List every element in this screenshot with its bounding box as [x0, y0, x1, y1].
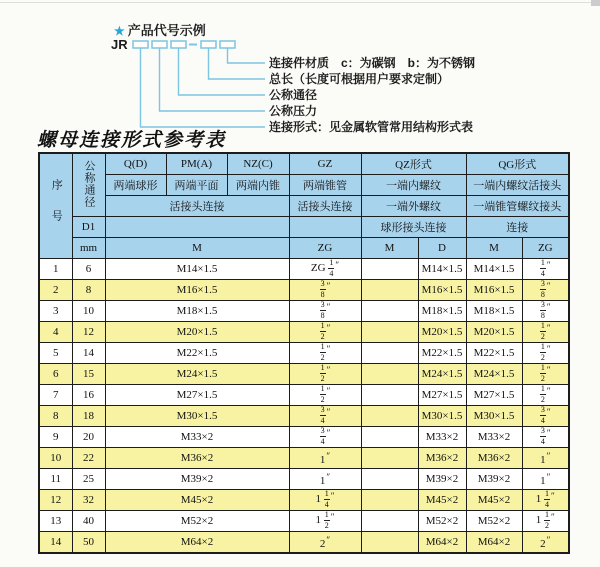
header-qz-desc1: 一端内螺纹 [361, 175, 466, 196]
fraction: $\frac{1}{2}$ [545, 510, 550, 530]
header-qg: QG形式 [466, 153, 569, 175]
cell-dn: 18 [72, 406, 105, 427]
header-qz-m: M [361, 238, 418, 259]
cell-qg-zg [522, 406, 569, 427]
cell-gz-thread [289, 343, 361, 364]
cell-seq: 2 [39, 280, 72, 301]
inch-mark: ″ [326, 343, 331, 354]
header-qz-d: D [418, 238, 466, 259]
fraction: $\frac{3}{4}$ [320, 405, 325, 425]
fraction: $\frac{1}{4}$ [329, 258, 334, 278]
cell-qg-zg [522, 343, 569, 364]
cell-seq: 3 [39, 301, 72, 322]
cell-m-thread: M16×1.5 [105, 280, 289, 301]
fraction: $\frac{3}{4}$ [540, 405, 545, 425]
fraction: $\frac{1}{2}$ [324, 510, 329, 530]
fraction: $\frac{3}{8}$ [540, 300, 545, 320]
cell-gz-thread [289, 301, 361, 322]
header-gz: GZ [289, 153, 361, 175]
cell-qz-d: M20×1.5 [418, 322, 466, 343]
cell-qg-m: M39×2 [466, 469, 522, 490]
cell-seq: 5 [39, 343, 72, 364]
cell-qg-m: M24×1.5 [466, 364, 522, 385]
cell-dn: 50 [72, 532, 105, 554]
cell-seq: 9 [39, 427, 72, 448]
cell-qg-m: M64×2 [466, 532, 522, 554]
cell-m-thread: M30×1.5 [105, 406, 289, 427]
inch-mark: ″ [546, 534, 551, 545]
inch-mark: ″ [546, 301, 551, 312]
code-label-diameter: 公称通径 [269, 88, 318, 102]
cell-gz-thread: 1″ [289, 469, 361, 490]
cell-qz-d: M45×2 [418, 490, 466, 511]
cell-m-thread: M18×1.5 [105, 301, 289, 322]
code-label-length: 总长（长度可根据用户要求定制） [269, 72, 450, 86]
header-blank-gz [289, 217, 361, 238]
cell-qg-m: M22×1.5 [466, 343, 522, 364]
code-label-form: 连接形式：见金属软管常用结构形式表 [269, 120, 474, 134]
header-q: Q(D) [105, 153, 166, 175]
cell-gz-thread [289, 322, 361, 343]
header-union-conn: 活接头连接 [105, 196, 289, 217]
cell-qg-m: M14×1.5 [466, 259, 522, 280]
code-box-2 [152, 41, 167, 48]
cell-dn: 32 [72, 490, 105, 511]
header-qg-m: M [466, 238, 522, 259]
header-d1: D1 [72, 217, 105, 238]
inch-mark: ″ [551, 490, 555, 501]
table-row [39, 301, 569, 322]
cell-qz-d: M36×2 [418, 448, 466, 469]
cell-qg-zg [522, 364, 569, 385]
code-box-1 [133, 41, 148, 48]
code-box-4 [201, 41, 216, 48]
cell-gz-thread: 2″ [289, 532, 361, 554]
connector-line-material [228, 48, 266, 63]
inch-mark: ″ [330, 490, 335, 501]
header-row-2 [39, 175, 569, 196]
cell-qg-m: M52×2 [466, 511, 522, 532]
table-row [39, 364, 569, 385]
cell-gz-thread [289, 364, 361, 385]
header-dn [72, 153, 105, 217]
fraction: $\frac{1}{2}$ [540, 363, 545, 383]
diagram-title-text: 产品代号示例 [127, 23, 206, 38]
cell-qz-m [361, 322, 418, 343]
cell-qz-m [361, 343, 418, 364]
cell-qz-m [361, 280, 418, 301]
inch-mark: ″ [546, 343, 551, 354]
cell-dn: 40 [72, 511, 105, 532]
fraction: $\frac{3}{4}$ [320, 426, 325, 446]
cell-qz-d: M39×2 [418, 469, 466, 490]
cell-dn: 20 [72, 427, 105, 448]
cell-qz-d: M16×1.5 [418, 280, 466, 301]
cell-qz-m [361, 427, 418, 448]
inch-mark: ″ [546, 322, 551, 333]
cell-qz-m [361, 469, 418, 490]
cell-seq: 13 [39, 511, 72, 532]
cell-qg-m: M16×1.5 [466, 280, 522, 301]
table-title: 螺母连接形式参考表 [37, 129, 227, 151]
table-row [39, 280, 569, 301]
cell-qg-zg: 1 $\frac{1}{2}$ ″ [522, 511, 569, 532]
cell-dn: 6 [72, 259, 105, 280]
cell-qg-zg [522, 301, 569, 322]
inch-mark: ″ [546, 280, 551, 291]
table-row [39, 385, 569, 406]
fraction: $\frac{1}{2}$ [540, 321, 545, 341]
header-q-desc: 两端球形 [105, 175, 166, 196]
cell-m-thread: M39×2 [105, 469, 289, 490]
cell-m-thread: M33×2 [105, 427, 289, 448]
cell-qz-m [361, 448, 418, 469]
cell-dn: 8 [72, 280, 105, 301]
header-qg-zg: ZG [522, 238, 569, 259]
cell-seq: 6 [39, 364, 72, 385]
cell-qz-d: M30×1.5 [418, 406, 466, 427]
fraction: $\frac{3}{8}$ [320, 279, 325, 299]
cell-seq: 11 [39, 469, 72, 490]
header-seq [39, 153, 72, 259]
code-box-5 [220, 41, 235, 48]
cell-qz-d: M18×1.5 [418, 301, 466, 322]
cell-qz-d: M64×2 [418, 532, 466, 554]
code-label-pressure: 公称压力 [269, 104, 318, 118]
cell-qg-zg [522, 322, 569, 343]
fraction: $\frac{1}{2}$ [320, 384, 325, 404]
inch-mark: ″ [326, 471, 331, 482]
inch-mark: ″ [546, 385, 551, 396]
cell-qz-d: M14×1.5 [418, 259, 466, 280]
inch-mark: ″ [330, 511, 335, 522]
cell-gz-thread [289, 406, 361, 427]
inch-mark: ″ [335, 259, 340, 270]
cell-dn: 16 [72, 385, 105, 406]
cell-qg-m: M18×1.5 [466, 301, 522, 322]
cell-qg-m: M27×1.5 [466, 385, 522, 406]
cell-qg-m: M20×1.5 [466, 322, 522, 343]
cell-m-thread: M45×2 [105, 490, 289, 511]
product-code-prefix: JR [111, 37, 128, 52]
cell-seq: 8 [39, 406, 72, 427]
cell-gz-thread: 1 $\frac{1}{4}$ ″ [289, 490, 361, 511]
inch-mark: ″ [326, 301, 331, 312]
cell-m-thread: M27×1.5 [105, 385, 289, 406]
header-row-4 [39, 217, 569, 238]
cell-dn: 12 [72, 322, 105, 343]
header-qz-conn: 球形接头连接 [361, 217, 466, 238]
header-mm: mm [72, 238, 105, 259]
header-nz: NZ(C) [227, 153, 289, 175]
table-row [39, 427, 569, 448]
cell-seq: 14 [39, 532, 72, 554]
fraction: $\frac{1}{4}$ [540, 258, 545, 278]
cell-qz-m [361, 511, 418, 532]
star-icon: ★ [114, 24, 125, 38]
cell-dn: 14 [72, 343, 105, 364]
header-zg: ZG [289, 238, 361, 259]
table-row [39, 490, 569, 511]
cell-qz-m [361, 532, 418, 554]
table-row [39, 448, 569, 469]
cell-m-thread: M52×2 [105, 511, 289, 532]
cell-m-thread: M14×1.5 [105, 259, 289, 280]
header-seq-label: 序号 [50, 178, 63, 241]
cell-qg-zg: 1″ [522, 469, 569, 490]
cell-gz-thread [289, 427, 361, 448]
table-header [39, 153, 569, 259]
table-row [39, 532, 569, 554]
cell-qz-d: M27×1.5 [418, 385, 466, 406]
fraction: $\frac{1}{2}$ [540, 384, 545, 404]
cell-qz-d: M24×1.5 [418, 364, 466, 385]
cell-qz-d: M52×2 [418, 511, 466, 532]
code-box-3 [171, 41, 186, 48]
cell-qz-m [361, 406, 418, 427]
cell-dn: 15 [72, 364, 105, 385]
nut-connection-reference-table [38, 152, 570, 554]
header-qz-desc2: 一端外螺纹 [361, 196, 466, 217]
cell-seq: 4 [39, 322, 72, 343]
cell-m-thread: M22×1.5 [105, 343, 289, 364]
inch-mark: ″ [546, 406, 551, 417]
inch-mark: ″ [546, 450, 551, 461]
cell-qz-m [361, 385, 418, 406]
cell-seq: 10 [39, 448, 72, 469]
cell-qz-d: M33×2 [418, 427, 466, 448]
table-body [39, 259, 569, 554]
cell-qg-zg [522, 427, 569, 448]
header-gz-desc: 两端锥管 [289, 175, 361, 196]
inch-mark: ″ [326, 427, 331, 438]
fraction: $\frac{1}{4}$ [324, 489, 329, 509]
inch-mark: ″ [546, 427, 551, 438]
table-row [39, 511, 569, 532]
cell-dn: 10 [72, 301, 105, 322]
inch-mark: ″ [326, 280, 331, 291]
header-blank-m [105, 217, 289, 238]
cell-qz-m [361, 364, 418, 385]
cell-seq: 12 [39, 490, 72, 511]
cell-gz-thread [289, 280, 361, 301]
cell-qg-zg: 1″ [522, 448, 569, 469]
cell-qg-m: M36×2 [466, 448, 522, 469]
inch-mark: ″ [326, 364, 331, 375]
cell-seq: 7 [39, 385, 72, 406]
cell-m-thread: M36×2 [105, 448, 289, 469]
table-row [39, 322, 569, 343]
header-row-5 [39, 238, 569, 259]
header-pm: PM(A) [166, 153, 227, 175]
cell-qg-zg: 2″ [522, 532, 569, 554]
inch-mark: ″ [326, 322, 331, 333]
cell-dn: 22 [72, 448, 105, 469]
cell-m-thread: M24×1.5 [105, 364, 289, 385]
cell-gz-thread: 1″ [289, 448, 361, 469]
fraction: $\frac{3}{4}$ [540, 426, 545, 446]
cell-qg-m: M30×1.5 [466, 406, 522, 427]
cell-qz-d: M22×1.5 [418, 343, 466, 364]
header-pm-desc: 两端平面 [166, 175, 227, 196]
header-row-1 [39, 153, 569, 175]
cell-gz-thread: ZG $\frac{1}{4}$ ″ [289, 259, 361, 280]
cell-gz-thread [289, 385, 361, 406]
code-label-material: 连接件材质 c：为碳钢 b：为不锈钢 [269, 56, 476, 70]
header-qg-desc2: 一端锥管螺纹接头 [466, 196, 569, 217]
fraction: $\frac{1}{2}$ [320, 363, 325, 383]
cell-qg-m: M33×2 [466, 427, 522, 448]
fraction: $\frac{1}{2}$ [320, 342, 325, 362]
cell-gz-thread: 1 $\frac{1}{2}$ ″ [289, 511, 361, 532]
cell-qg-zg [522, 259, 569, 280]
header-dn-label: 公称通径 [83, 159, 95, 208]
cell-dn: 25 [72, 469, 105, 490]
connector-line-diameter [179, 48, 266, 95]
fraction: $\frac{3}{8}$ [320, 300, 325, 320]
inch-mark: ″ [326, 406, 331, 417]
inch-mark: ″ [326, 385, 331, 396]
header-qg-desc1: 一端内螺纹活接头 [466, 175, 569, 196]
cell-qz-m [361, 301, 418, 322]
cell-qg-m: M45×2 [466, 490, 522, 511]
header-nz-desc: 两端内锥 [227, 175, 289, 196]
cell-qz-m [361, 259, 418, 280]
table-row [39, 406, 569, 427]
fraction: $\frac{1}{2}$ [540, 342, 545, 362]
inch-mark: ″ [551, 511, 555, 522]
inch-mark: ″ [546, 471, 551, 482]
header-m: M [105, 238, 289, 259]
cell-qg-zg [522, 280, 569, 301]
header-gz-conn: 活接头连接 [289, 196, 361, 217]
fraction: $\frac{1}{4}$ [545, 489, 550, 509]
header-qz: QZ形式 [361, 153, 466, 175]
inch-mark: ″ [326, 450, 331, 461]
header-row-3 [39, 196, 569, 217]
table-row [39, 343, 569, 364]
fraction: $\frac{1}{2}$ [320, 321, 325, 341]
cell-qg-zg: 1 $\frac{1}{4}$ ″ [522, 490, 569, 511]
cell-qz-m [361, 490, 418, 511]
table-row [39, 259, 569, 280]
fraction: $\frac{3}{8}$ [540, 279, 545, 299]
cell-qg-zg [522, 385, 569, 406]
cell-m-thread: M64×2 [105, 532, 289, 554]
header-qg-conn: 连接 [466, 217, 569, 238]
cell-m-thread: M20×1.5 [105, 322, 289, 343]
inch-mark: ″ [546, 364, 551, 375]
inch-mark: ″ [326, 534, 331, 545]
table-row [39, 469, 569, 490]
inch-mark: ″ [546, 259, 551, 270]
cell-seq: 1 [39, 259, 72, 280]
